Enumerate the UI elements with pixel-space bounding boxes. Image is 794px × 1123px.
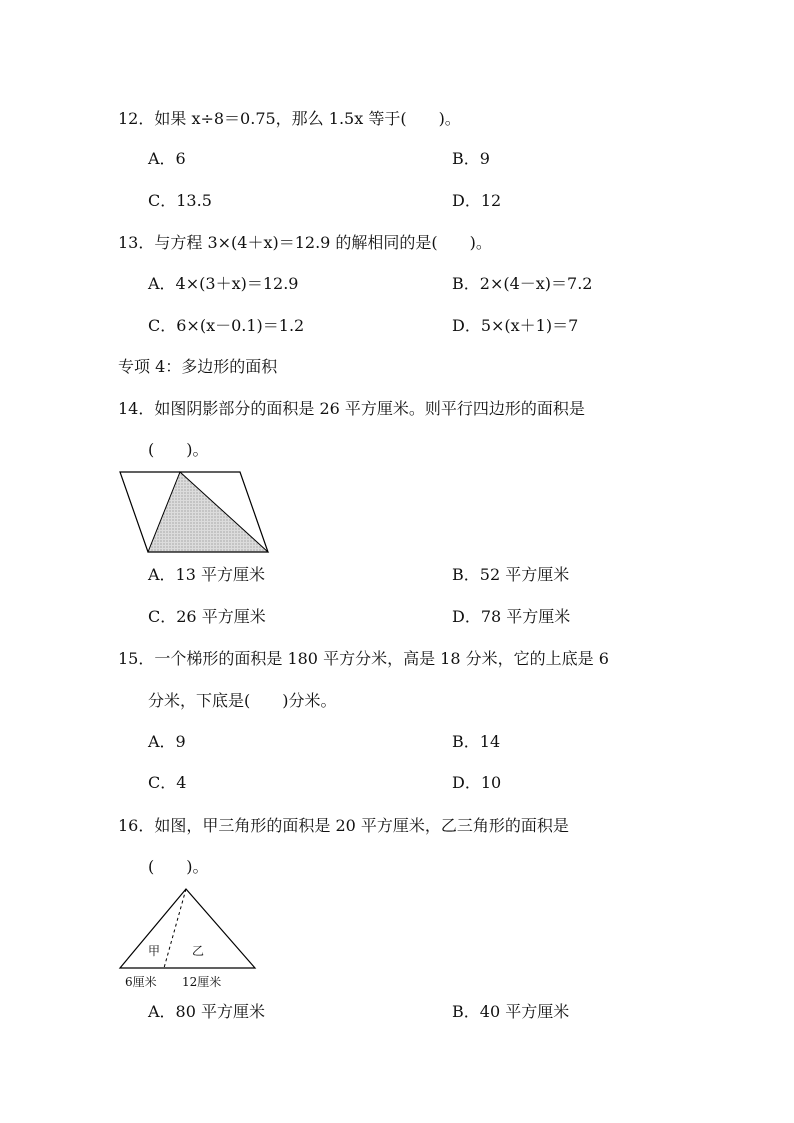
shaded-triangle	[148, 472, 268, 552]
q13-stem: 13．与方程 3×(4＋x)＝12.9 的解相同的是( )。	[118, 233, 492, 252]
q14-stem-cont: ( )。	[148, 440, 209, 459]
q13-option-c[interactable]: C．6×(x－0.1)＝1.2	[148, 316, 305, 335]
q16-option-b[interactable]: B．40 平方厘米	[452, 1002, 570, 1021]
q15-stem: 15．一个梯形的面积是 180 平方分米，高是 18 分米，它的上底是 6	[118, 649, 609, 668]
q13-option-b[interactable]: B．2×(4－x)＝7.2	[452, 274, 593, 293]
q12-option-d[interactable]: D．12	[452, 191, 502, 210]
q15-option-d[interactable]: D．10	[452, 773, 502, 792]
q12-option-c[interactable]: C．13.5	[148, 191, 212, 210]
q15-stem-cont: 分米，下底是( )分米。	[148, 691, 337, 710]
q14-option-a[interactable]: A．13 平方厘米	[148, 565, 266, 584]
q12-option-b[interactable]: B．9	[452, 149, 490, 168]
q14-option-b[interactable]: B．52 平方厘米	[452, 565, 570, 584]
triangle-figure	[118, 886, 263, 991]
q15-option-b[interactable]: B．14	[452, 732, 501, 751]
q14-option-c[interactable]: C．26 平方厘米	[148, 607, 266, 626]
q13-option-d[interactable]: D．5×(x＋1)＝7	[452, 316, 579, 335]
section-heading: 专项 4：多边形的面积	[118, 357, 278, 376]
q14-option-d[interactable]: D．78 平方厘米	[452, 607, 571, 626]
label-base-right: 12厘米	[182, 975, 222, 989]
q16-option-a[interactable]: A．80 平方厘米	[148, 1002, 266, 1021]
q12-stem: 12．如果 x÷8＝0.75，那么 1.5x 等于( )。	[118, 109, 461, 128]
label-yi: 乙	[192, 944, 205, 958]
parallelogram-figure	[118, 468, 278, 558]
label-base-left: 6厘米	[125, 975, 157, 989]
q14-stem: 14．如图阴影部分的面积是 26 平方厘米。则平行四边形的面积是	[118, 399, 585, 418]
q13-option-a[interactable]: A．4×(3＋x)＝12.9	[148, 274, 299, 293]
label-jia: 甲	[148, 944, 161, 958]
q12-option-a[interactable]: A．6	[148, 149, 186, 168]
q16-stem: 16．如图，甲三角形的面积是 20 平方厘米，乙三角形的面积是	[118, 816, 569, 835]
big-triangle	[120, 889, 255, 968]
dashed-divider	[164, 889, 186, 968]
q16-stem-cont: ( )。	[148, 857, 209, 876]
q15-option-c[interactable]: C．4	[148, 773, 187, 792]
q15-option-a[interactable]: A．9	[148, 732, 186, 751]
